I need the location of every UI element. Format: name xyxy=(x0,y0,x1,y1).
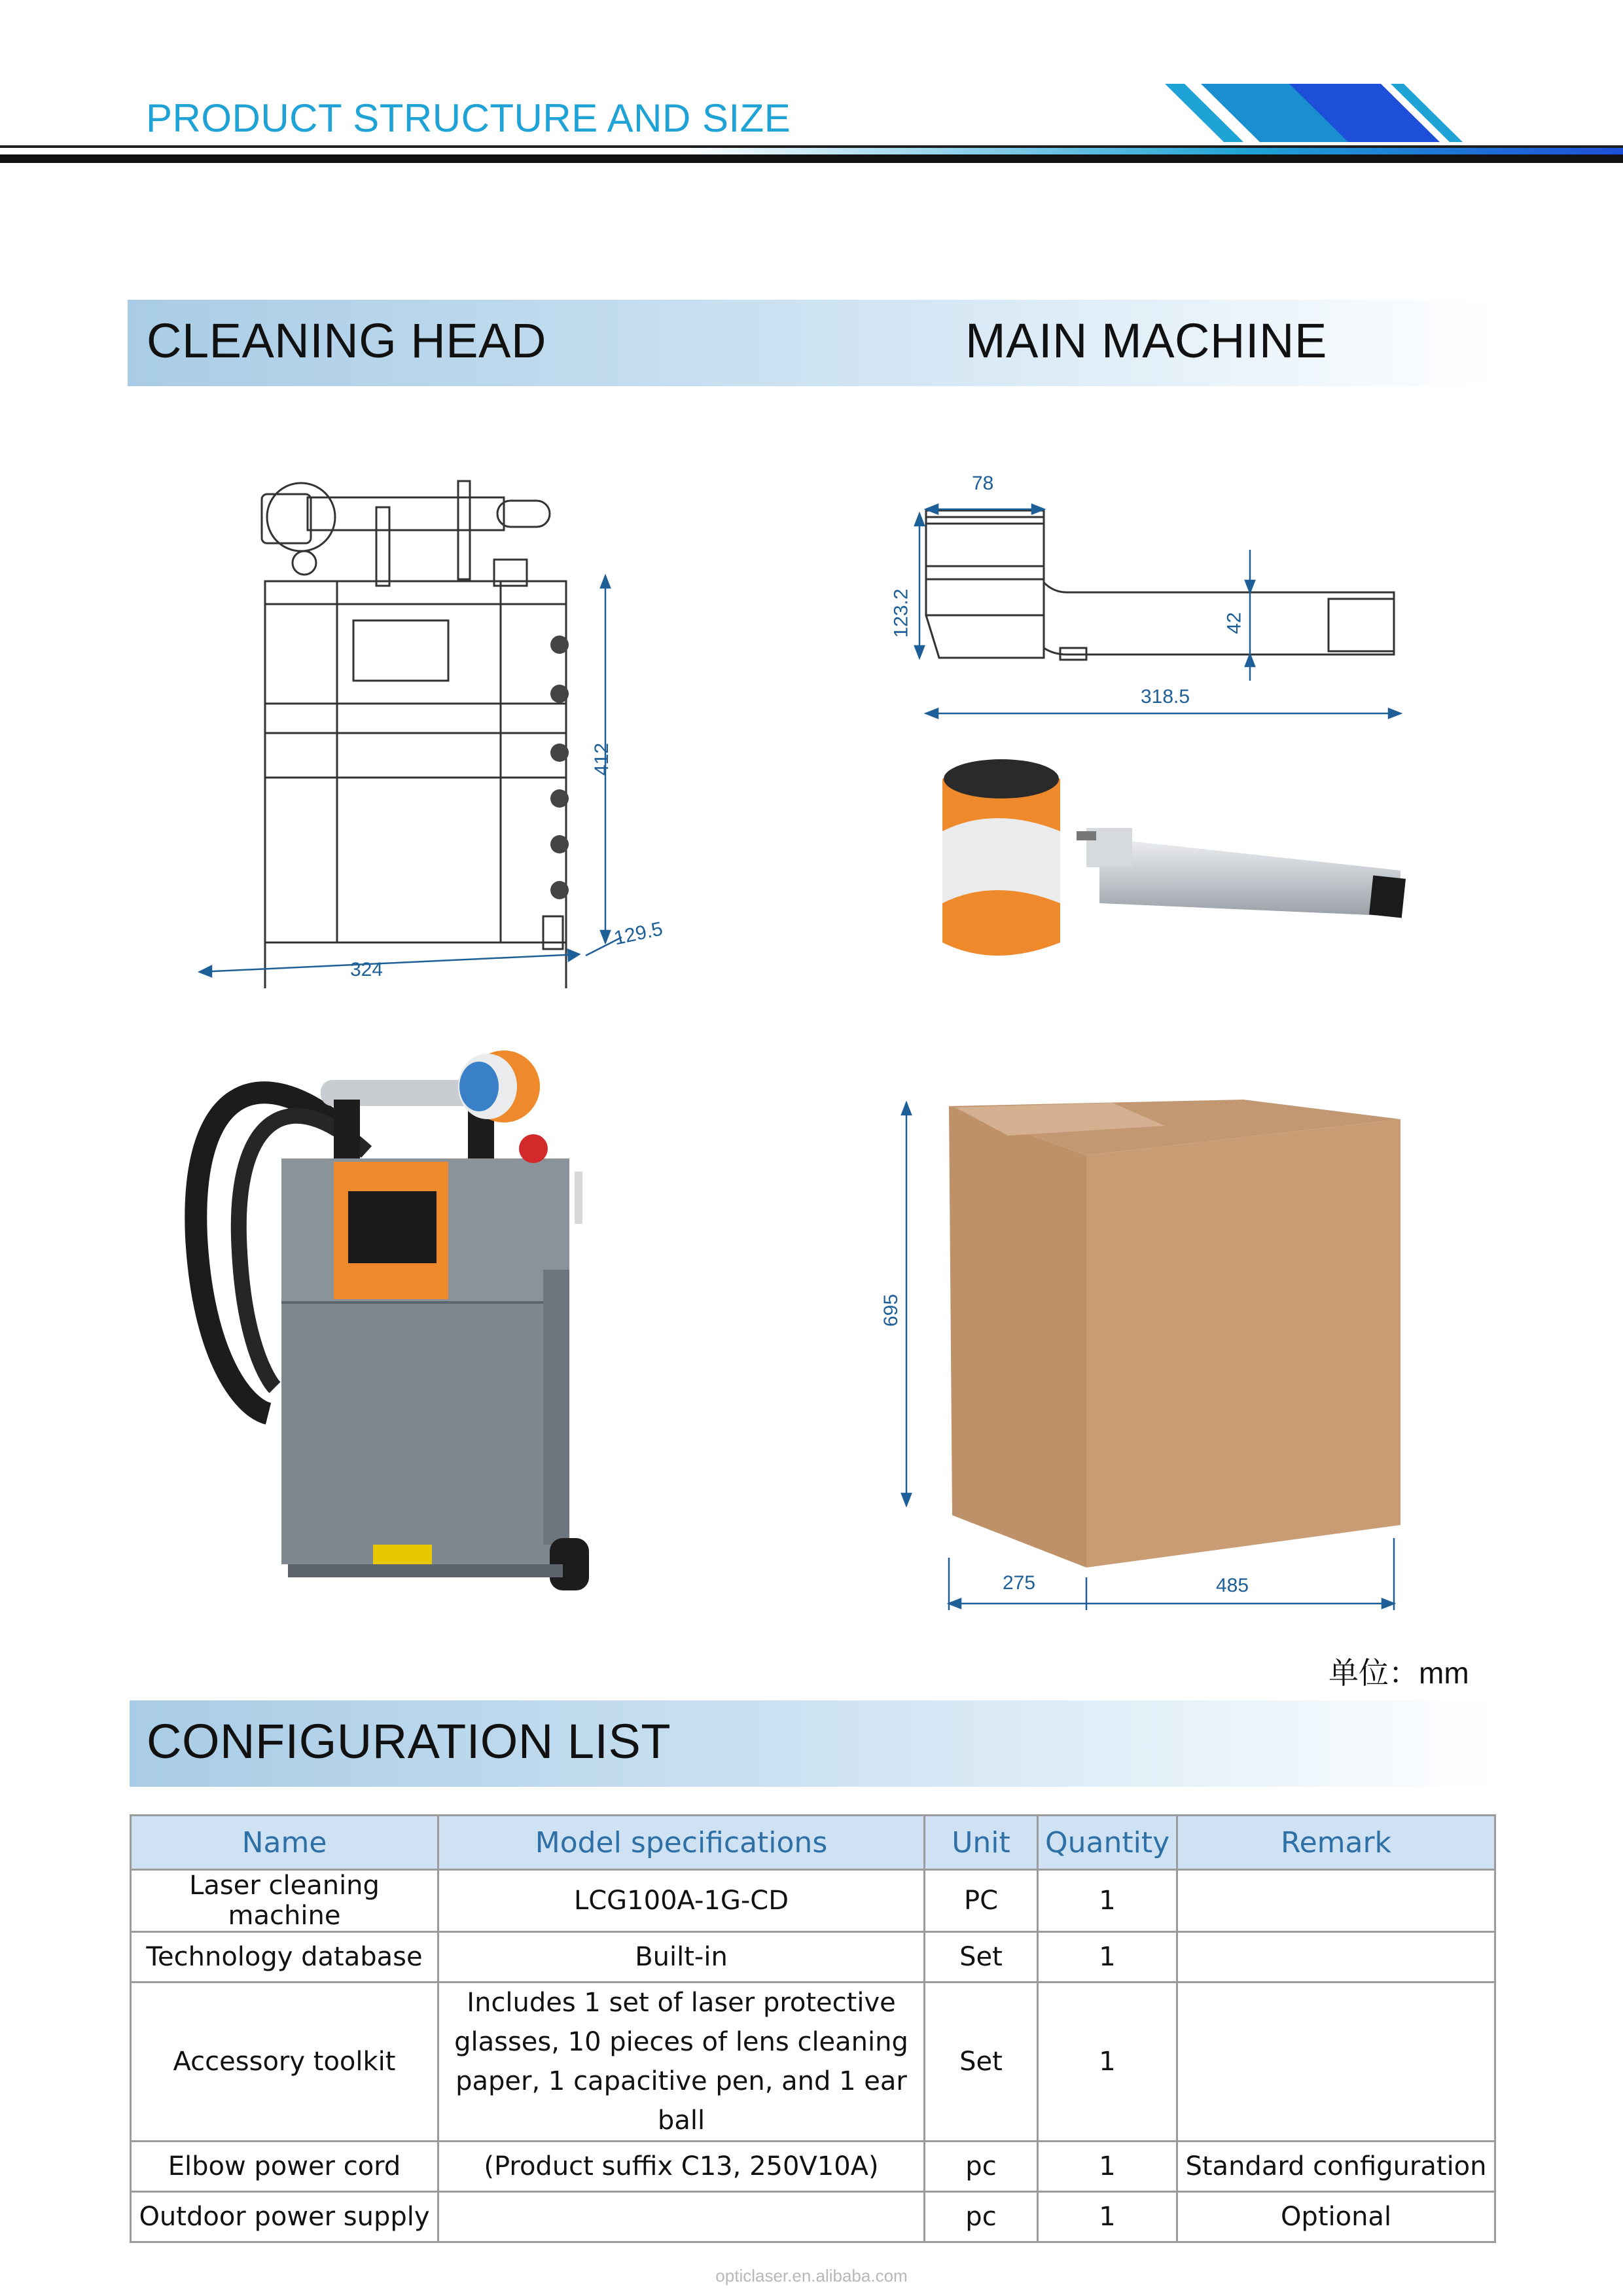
cell-remark: Optional xyxy=(1177,2192,1495,2242)
box-depth-label: 275 xyxy=(1003,1572,1036,1594)
packing-box-drawing xyxy=(877,1080,1420,1623)
cell-model-line: paper, 1 capacitive pen, and 1 ear ball xyxy=(455,2066,907,2136)
footer-url: opticlaser.en.alibaba.com xyxy=(715,2266,908,2286)
cell-name: Technology database xyxy=(131,1932,438,1982)
cell-quantity: 1 xyxy=(1038,2192,1177,2242)
configuration-list-title: CONFIGURATION LIST xyxy=(147,1714,671,1768)
page-header-title: PRODUCT STRUCTURE AND SIZE xyxy=(146,96,791,140)
cell-remark xyxy=(1177,1870,1495,1932)
unit-note: 单位：mm xyxy=(1329,1656,1469,1690)
cell-model xyxy=(438,2192,925,2242)
header-stripes-decoration xyxy=(1165,82,1479,144)
cell-name: Elbow power cord xyxy=(131,2142,438,2192)
cell-model-line: glasses, 10 pieces of lens cleaning xyxy=(454,2027,908,2057)
table-header-row xyxy=(131,1816,1495,1870)
cell-unit: PC xyxy=(925,1870,1038,1932)
table-row xyxy=(131,1870,1495,1932)
cell-quantity: 1 xyxy=(1038,2142,1177,2192)
box-height-label: 695 xyxy=(880,1293,902,1327)
main-machine-title: MAIN MACHINE xyxy=(965,314,1327,368)
cell-unit: pc xyxy=(925,2192,1038,2242)
header-rule-accent xyxy=(681,148,1623,154)
cell-name: Accessory toolkit xyxy=(131,1982,438,2142)
machine-dimension-drawing xyxy=(190,471,687,988)
header-rule-thick xyxy=(0,154,1623,163)
cleaning-head-title: CLEANING HEAD xyxy=(147,314,546,368)
table-row xyxy=(131,1932,1495,1982)
table-row xyxy=(131,2192,1495,2242)
cleaning-head-image xyxy=(903,753,1427,982)
machine-width-label: 324 xyxy=(350,959,383,980)
column-header-remark: Remark xyxy=(1177,1816,1495,1870)
head-tube-height-label: 42 xyxy=(1223,612,1245,634)
table-row xyxy=(131,2142,1495,2192)
column-header-unit: Unit xyxy=(925,1816,1038,1870)
column-header-quantity: Quantity xyxy=(1038,1816,1177,1870)
cell-model: Built-in xyxy=(438,1932,925,1982)
machine-height-label: 412 xyxy=(591,742,613,776)
cell-model xyxy=(438,1982,925,2142)
cell-unit: Set xyxy=(925,1982,1038,2142)
head-length-label: 318.5 xyxy=(1141,686,1190,708)
cell-remark xyxy=(1177,1982,1495,2142)
cell-unit: Set xyxy=(925,1932,1038,1982)
head-height-label: 123.2 xyxy=(890,588,912,638)
cell-model-line: Includes 1 set of laser protective xyxy=(467,1988,896,2018)
cell-unit: pc xyxy=(925,2142,1038,2192)
laser-cleaning-machine-image xyxy=(177,1041,648,1617)
column-header-model: Model specifications xyxy=(438,1816,925,1870)
table-row xyxy=(131,1982,1495,2142)
cell-remark: Standard configuration xyxy=(1177,2142,1495,2192)
cell-quantity: 1 xyxy=(1038,1870,1177,1932)
cell-remark xyxy=(1177,1932,1495,1982)
cell-name: Outdoor power supply xyxy=(131,2192,438,2242)
column-header-name: Name xyxy=(131,1816,438,1870)
configuration-table xyxy=(130,1814,1496,2243)
cell-model: (Product suffix C13, 250V10A) xyxy=(438,2142,925,2192)
cell-quantity: 1 xyxy=(1038,1932,1177,1982)
cell-name: Laser cleaning machine xyxy=(131,1870,438,1932)
machine-depth-label: 129.5 xyxy=(612,918,665,950)
head-width-label: 78 xyxy=(972,473,994,494)
cell-quantity: 1 xyxy=(1038,1982,1177,2142)
cell-model: LCG100A-1G-CD xyxy=(438,1870,925,1932)
box-width-label: 485 xyxy=(1216,1575,1249,1596)
